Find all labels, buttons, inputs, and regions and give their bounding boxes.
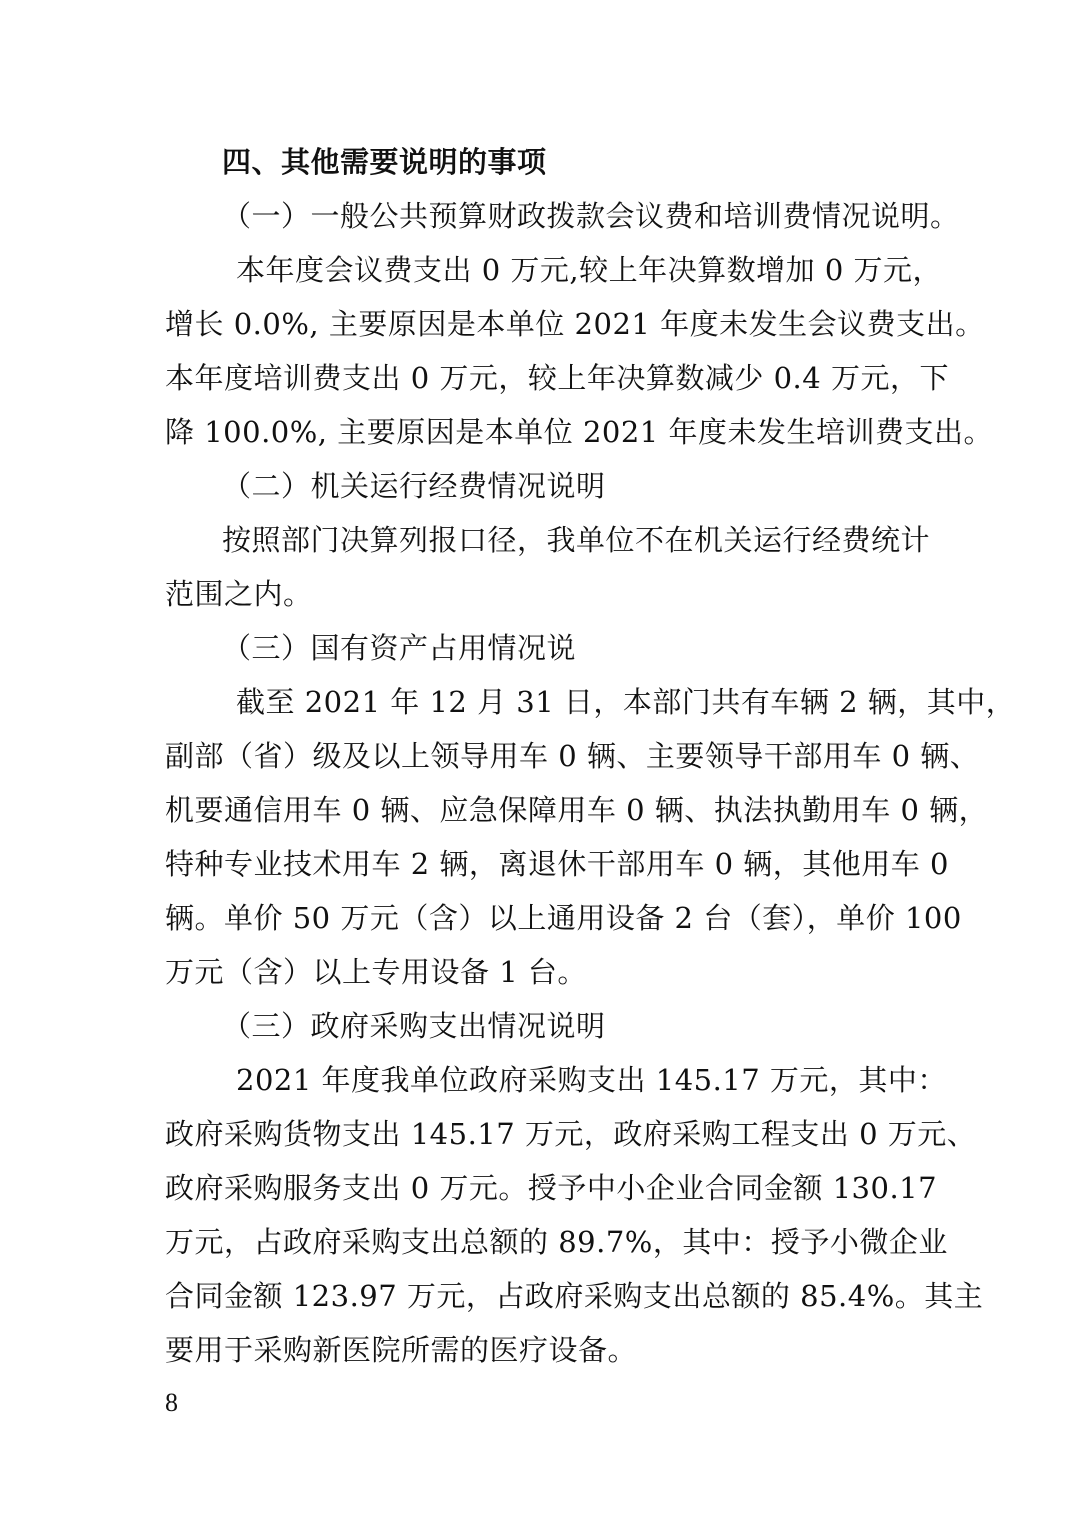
- paragraph-line: 万元（含）以上专用设备 1 台。: [165, 955, 587, 989]
- paragraph-line: 政府采购服务支出 0 万元。授予中小企业合同金额 130.17: [165, 1171, 938, 1205]
- paragraph-line: 特种专业技术用车 2 辆，离退休干部用车 0 辆，其他用车 0: [165, 847, 949, 881]
- paragraph-line: 本年度会议费支出 0 万元,较上年决算数增加 0 万元，: [236, 253, 942, 287]
- paragraph-line: 要用于采购新医院所需的医疗设备。: [165, 1333, 638, 1367]
- paragraph-line: 辆。单价 50 万元（含）以上通用设备 2 台（套），单价 100: [165, 901, 962, 935]
- paragraph-line: 范围之内。: [165, 577, 313, 611]
- paragraph-line: 万元，占政府采购支出总额的 89.7%，其中：授予小微企业: [165, 1225, 948, 1259]
- paragraph-line: 合同金额 123.97 万元，占政府采购支出总额的 85.4%。其主: [165, 1279, 984, 1313]
- paragraph-line: 截至 2021 年 12 月 31 日，本部门共有车辆 2 辆，其中，: [236, 685, 1016, 719]
- subsection-heading-4: （三）政府采购支出情况说明: [222, 1009, 606, 1043]
- paragraph-line: 政府采购货物支出 145.17 万元，政府采购工程支出 0 万元、: [165, 1117, 977, 1151]
- subsection-heading-3: （三）国有资产占用情况说: [222, 631, 577, 665]
- paragraph-line: 副部（省）级及以上领导用车 0 辆、主要领导干部用车 0 辆、: [165, 739, 980, 773]
- page-number: 8: [165, 1388, 178, 1417]
- paragraph-line: 降 100.0%, 主要原因是本单位 2021 年度未发生培训费支出。: [165, 415, 993, 449]
- section-heading: 四、其他需要说明的事项: [222, 145, 547, 179]
- paragraph-line: 增长 0.0%, 主要原因是本单位 2021 年度未发生会议费支出。: [165, 307, 985, 341]
- paragraph-line: 按照部门决算列报口径，我单位不在机关运行经费统计: [222, 523, 931, 557]
- subsection-heading-1: （一）一般公共预算财政拨款会议费和培训费情况说明。: [222, 199, 960, 233]
- paragraph-line: 本年度培训费支出 0 万元，较上年决算数减少 0.4 万元，下: [165, 361, 949, 395]
- paragraph-line: 2021 年度我单位政府采购支出 145.17 万元，其中：: [236, 1063, 947, 1097]
- subsection-heading-2: （二）机关运行经费情况说明: [222, 469, 606, 503]
- paragraph-line: 机要通信用车 0 辆、应急保障用车 0 辆、执法执勤用车 0 辆，: [165, 793, 989, 827]
